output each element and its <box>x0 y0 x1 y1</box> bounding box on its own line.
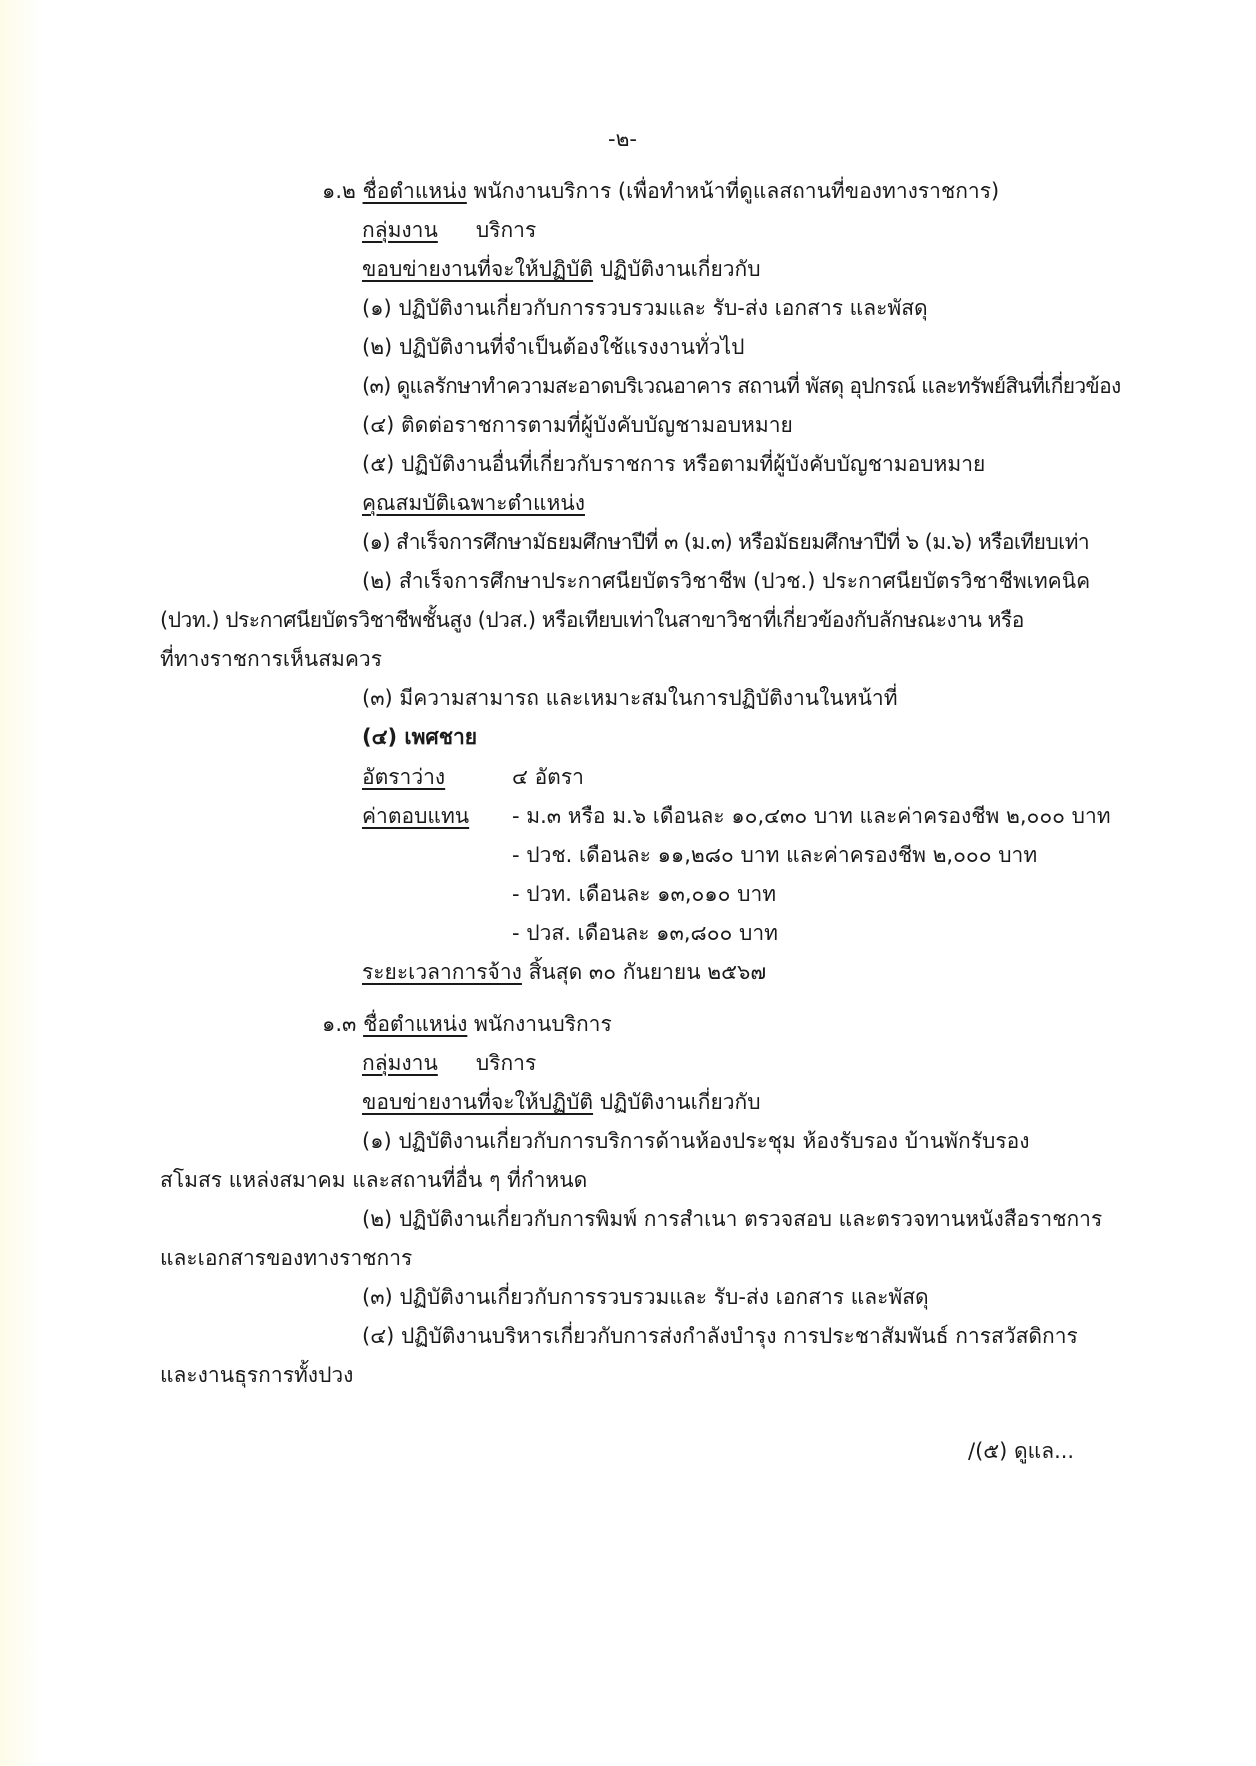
sec12-title-label: ชื่อตำแหน่ง <box>362 179 467 203</box>
sec12-period-label: ระยะเวลาการจ้าง <box>362 960 522 984</box>
sec13-group: บริการ <box>475 1051 537 1075</box>
sec13-group-line <box>362 1048 536 1078</box>
sec12-pay-label: ค่าตอบแทน <box>362 804 470 828</box>
sec12-qual-2-line1: (๒) สำเร็จการศึกษาประกาศนียบัตรวิชาชีพ (ปวช.) ประกาศนียบัตรวิชาชีพเทคนิค <box>362 569 1091 593</box>
sec12-qual-1: (๑) สำเร็จการศึกษามัธยมศึกษาปีที่ ๓ (ม.๓) หรือมัธยมศึกษาปีที่ ๖ (ม.๖) หรือเทียบเท่า <box>362 530 1090 554</box>
sec13-duty-1-line2: สโมสร แหล่งสมาคม และสถานที่อื่น ๆ ที่กำหนด <box>160 1168 588 1192</box>
sec13-duty-2-line2: และเอกสารของทางราชการ <box>160 1246 413 1270</box>
sec13-number: ๑.๓ <box>322 1012 357 1036</box>
sec12-duty-5: (๕) ปฏิบัติงานอื่นที่เกี่ยวกับราชการ หรือตามที่ผู้บังคับบัญชามอบหมาย <box>362 452 986 476</box>
sec13-title-label: ชื่อตำแหน่ง <box>363 1012 468 1036</box>
sec12-qual-label: คุณสมบัติเฉพาะตำแหน่ง <box>362 491 585 515</box>
sec12-group-line <box>362 215 536 245</box>
sec12-qual-2-line2: (ปวท.) ประกาศนียบัตรวิชาชีพชั้นสูง (ปวส.) หรือเทียบเท่าในสาขาวิชาที่เกี่ยวข้องกับลักษณะงาน หรือ <box>160 608 1024 632</box>
sec12-duty-1: (๑) ปฏิบัติงานเกี่ยวกับการรวบรวมและ รับ-ส่ง เอกสาร และพัสดุ <box>362 296 928 320</box>
sec13-duty-3: (๓) ปฏิบัติงานเกี่ยวกับการรวบรวมและ รับ-ส่ง เอกสาร และพัสดุ <box>362 1285 929 1309</box>
sec12-group-label: กลุ่มงาน <box>362 218 438 242</box>
sec13-duty-4-line2: และงานธุรการทั้งปวง <box>160 1363 354 1387</box>
sec12-number: ๑.๒ <box>322 179 356 203</box>
sec13-scope-line <box>362 1087 761 1117</box>
sec12-period-line <box>362 957 766 987</box>
sec12-duty-4: (๔) ติดต่อราชการตามที่ผู้บังคับบัญชามอบหมาย <box>362 413 793 437</box>
sec12-vacancy: ๔ อัตรา <box>512 765 584 789</box>
sec12-pay-3: - ปวท. เดือนละ ๑๓,๐๑๐ บาท <box>512 882 777 906</box>
sec12-pay-1: - ม.๓ หรือ ม.๖ เดือนละ ๑๐,๔๓๐ บาท และค่าครองชีพ ๒,๐๐๐ บาท <box>512 804 1111 828</box>
sec12-period: สิ้นสุด ๓๐ กันยายน ๒๕๖๗ <box>528 960 767 984</box>
sec13-duty-2-line1: (๒) ปฏิบัติงานเกี่ยวกับการพิมพ์ การสำเนา ตรวจสอบ และตรวจทานหนังสือราชการ <box>362 1207 1103 1231</box>
sec12-group: บริการ <box>475 218 537 242</box>
page-number: -๒- <box>608 127 637 151</box>
sec12-pay-2: - ปวช. เดือนละ ๑๑,๒๘๐ บาท และค่าครองชีพ ๒,๐๐๐ บาท <box>512 843 1038 867</box>
sec13-scope-text: ปฏิบัติงานเกี่ยวกับ <box>599 1090 761 1114</box>
sec12-pay-4: - ปวส. เดือนละ ๑๓,๘๐๐ บาท <box>512 921 778 945</box>
sec12-qual-2-line3: ที่ทางราชการเห็นสมควร <box>160 647 382 671</box>
sec13-duty-1-line1: (๑) ปฏิบัติงานเกี่ยวกับการบริการด้านห้องประชุม ห้องรับรอง บ้านพักรับรอง <box>362 1129 1030 1153</box>
sec12-scope-label: ขอบข่ายงานที่จะให้ปฏิบัติ <box>362 257 594 281</box>
sec12-scope-text: ปฏิบัติงานเกี่ยวกับ <box>599 257 761 281</box>
sec12-scope-line <box>362 254 761 284</box>
sec12-qual-3: (๓) มีความสามารถ และเหมาะสมในการปฏิบัติงานในหน้าที่ <box>362 686 898 710</box>
sec12-duty-2: (๒) ปฏิบัติงานที่จำเป็นต้องใช้แรงงานทั่วไป <box>362 335 745 359</box>
sec12-title: พนักงานบริการ (เพื่อทำหน้าที่ดูแลสถานที่ของทางราชการ) <box>473 179 1000 203</box>
sec12-vacancy-label: อัตราว่าง <box>362 765 446 789</box>
sec12-title-line <box>322 176 999 206</box>
sec13-scope-label: ขอบข่ายงานที่จะให้ปฏิบัติ <box>362 1090 594 1114</box>
page-edge-tint <box>0 0 42 1766</box>
sec12-duty-3: (๓) ดูแลรักษาทำความสะอาดบริเวณอาคาร สถานที่ พัสดุ อุปกรณ์ และทรัพย์สินที่เกี่ยวข้อง <box>362 374 1121 398</box>
sec13-group-label: กลุ่มงาน <box>362 1051 438 1075</box>
sec13-duty-4-line1: (๔) ปฏิบัติงานบริหารเกี่ยวกับการส่งกำลังบำรุง การประชาสัมพันธ์ การสวัสดิการ <box>362 1324 1078 1348</box>
sec13-title-line <box>322 1009 612 1039</box>
continuation-footer: /(๕) ดูแล... <box>968 1439 1075 1463</box>
sec13-title: พนักงานบริการ <box>474 1012 612 1036</box>
sec12-qual-4: (๔) เพศชาย <box>362 725 478 749</box>
